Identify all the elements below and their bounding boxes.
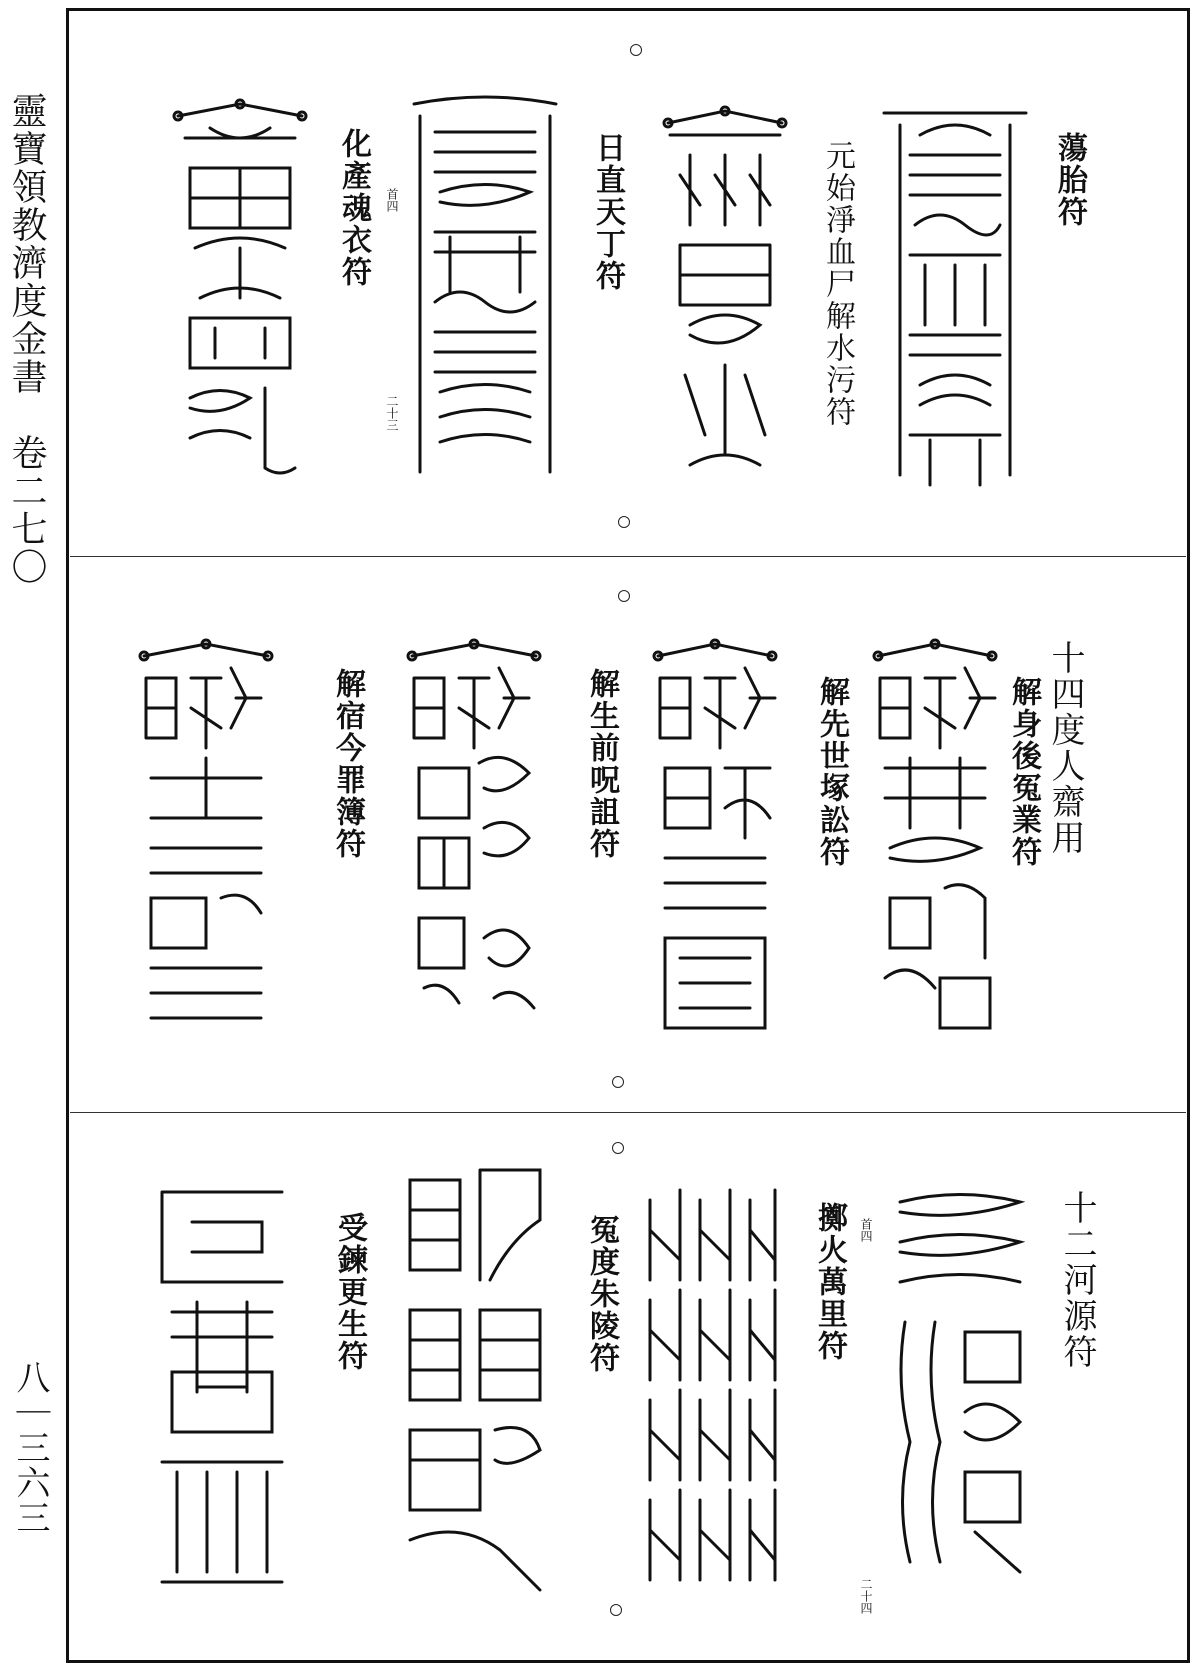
talisman-label: 解生前呪詛符 (584, 668, 619, 860)
talisman-glyph (660, 105, 790, 495)
panel-divider (70, 1112, 1186, 1113)
talisman-glyph (404, 638, 544, 1038)
talisman-glyph (170, 98, 310, 483)
ring-marker (618, 590, 630, 602)
talisman-glyph (880, 95, 1030, 495)
talisman-glyph (136, 638, 276, 1038)
ring-marker (612, 1142, 624, 1154)
talisman-glyph (640, 1180, 780, 1600)
talisman-glyph (152, 1172, 292, 1602)
section-heading: 十四度人齋用 (1045, 640, 1085, 856)
talisman-label: 解身後冤業符 (1006, 676, 1041, 868)
talisman-label: 解先世塚訟符 (814, 676, 849, 868)
page-number: 八｜三六三 (10, 1360, 50, 1535)
talisman-glyph (880, 1182, 1040, 1582)
talisman-glyph (870, 638, 1000, 1038)
left-margin (0, 0, 62, 1675)
talisman-label: 擲火萬里符 (812, 1202, 847, 1362)
talisman-note: 首四 (859, 1218, 873, 1242)
talisman-note: 二十四 (859, 1578, 873, 1614)
talisman-note: 首四 (385, 188, 399, 212)
ring-marker (610, 1604, 622, 1616)
ring-marker (618, 516, 630, 528)
book-title: 靈寶領教濟度金書 卷二七〇 (6, 92, 47, 586)
talisman-label: 日直天丁符 (590, 132, 625, 292)
talisman-glyph (400, 1160, 550, 1600)
talisman-label: 化產魂衣符 (336, 128, 371, 288)
talisman-label: 解宿今罪簿符 (330, 668, 365, 860)
ring-marker (630, 44, 642, 56)
talisman-label: 蕩胎符 (1052, 132, 1087, 228)
talisman-glyph (410, 92, 560, 487)
talisman-label: 受鍊更生符 (332, 1212, 367, 1372)
ring-marker (612, 1076, 624, 1088)
panel-divider (70, 556, 1186, 557)
section-heading: 十二河源符 (1057, 1190, 1097, 1370)
talisman-label: 元始淨血尸解水污符 (820, 140, 855, 428)
talisman-note: 二十三 (385, 395, 399, 431)
talisman-label: 冤度朱陵符 (584, 1214, 619, 1374)
talisman-glyph (650, 638, 780, 1038)
